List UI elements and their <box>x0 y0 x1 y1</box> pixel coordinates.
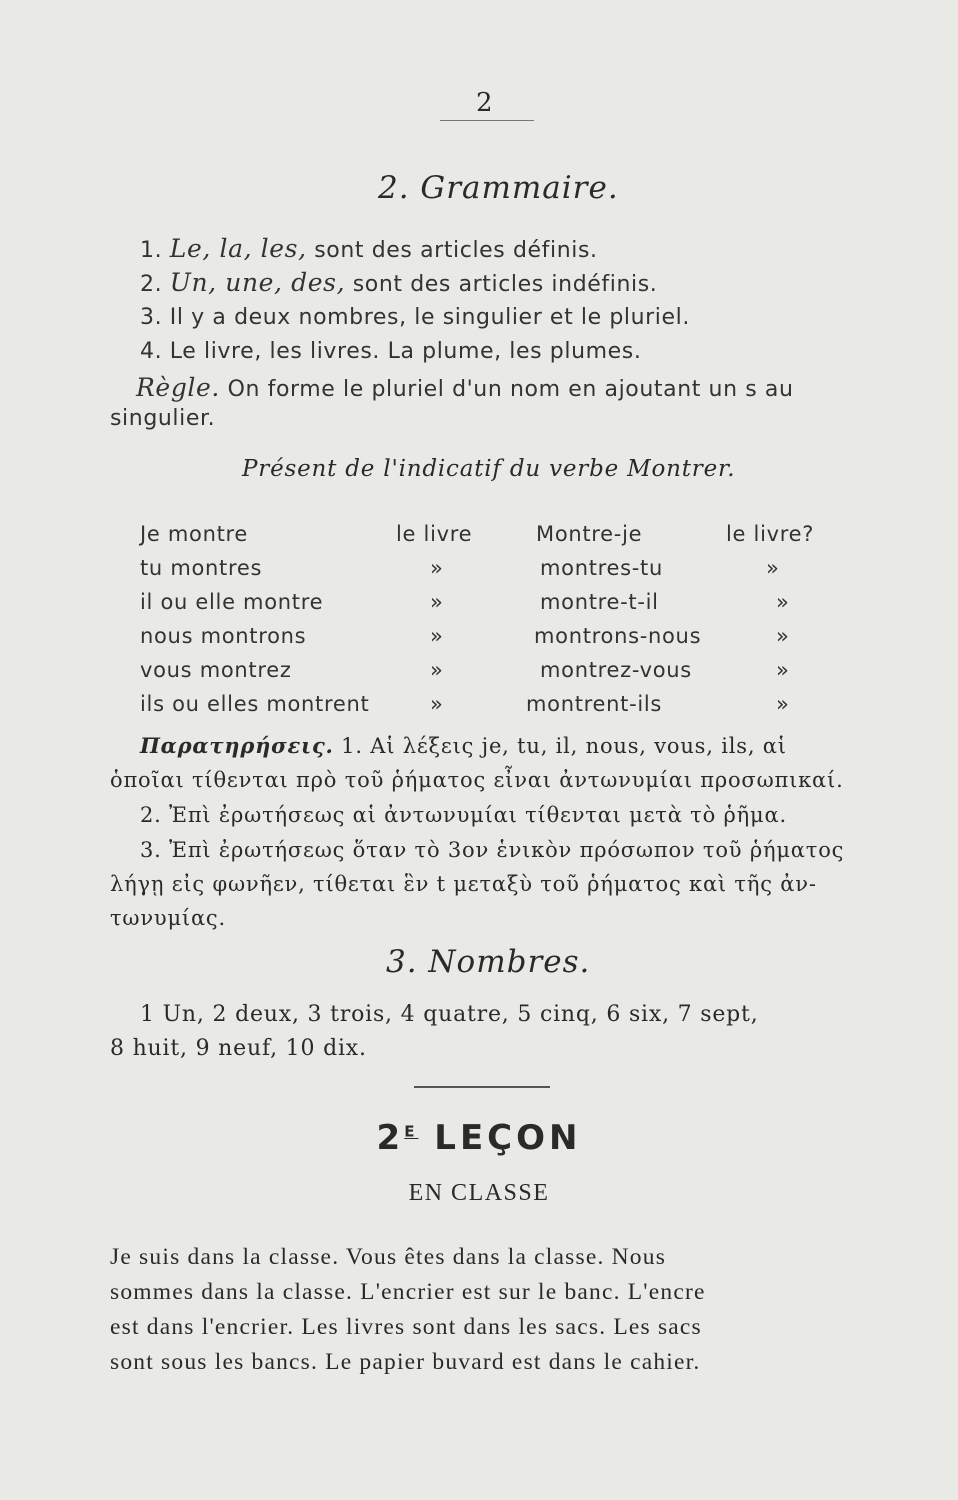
conj-aff: Je montre <box>140 522 249 546</box>
rule-1-text: sont des articles définis. <box>314 238 598 263</box>
conj-question: Montre-je <box>536 522 643 546</box>
rule-text: On forme le pluriel d'un nom en ajoutant un s au <box>227 377 794 402</box>
conjugation-caption: Présent de l'indicatif du verbe Montrer. <box>242 456 736 482</box>
remarks-line-4: 3. Ἐπὶ ἐρωτήσεως ὅταν τὸ 3ον ἑνικὸν πρόσωπον τοῦ ῥήματος <box>140 838 845 862</box>
page-number-rule <box>440 120 534 121</box>
rule-1-number: 1. <box>140 238 163 263</box>
lesson-title <box>0 1118 958 1158</box>
remarks-line-1-text: 1. Αἱ λέξεις je, tu, il, nous, vous, ils, αἱ <box>341 734 787 758</box>
lesson-text-line: est dans l'encrier. Les livres sont dans les sacs. Les sacs <box>110 1314 702 1340</box>
remarks-line-2: ὁποῖαι τίθενται πρὸ τοῦ ῥήματος εἶναι ἀντωνυμίαι προσωπικαί. <box>110 768 844 792</box>
conj-question-obj: » <box>776 624 790 648</box>
conj-question-obj: le livre? <box>726 522 815 546</box>
lesson-text-line: Je suis dans la classe. Vous êtes dans la classe. Nous <box>110 1244 667 1270</box>
lesson-ordinal-suffix: E <box>404 1122 419 1141</box>
numbers-title: 3. Nombres. <box>386 944 591 980</box>
rule-text-continued: singulier. <box>110 406 216 431</box>
lesson-subtitle: EN CLASSE <box>408 1180 550 1206</box>
section-divider <box>414 1086 550 1088</box>
lesson-text-line: sont sous les bancs. Le papier buvard est dans le cahier. <box>110 1349 701 1375</box>
conj-question: montres-tu <box>540 556 664 580</box>
lesson-word: LEÇON <box>434 1118 582 1158</box>
conj-question-obj: » <box>776 692 790 716</box>
rule-1-words: Le, la, les, <box>169 234 307 263</box>
conj-obj: » <box>430 590 444 614</box>
conj-aff: il ou elle montre <box>140 590 324 614</box>
rule-2-words: Un, une, des, <box>169 268 346 297</box>
conj-aff: ils ou elles montrent <box>140 692 370 716</box>
remarks-heading: Παρατηρήσεις. <box>140 733 334 758</box>
conj-question-obj: » <box>766 556 780 580</box>
grammar-rule-2 <box>140 268 657 297</box>
conj-obj: » <box>430 658 444 682</box>
conj-question: montrons-nous <box>534 624 702 648</box>
conj-aff: nous montrons <box>140 624 307 648</box>
grammar-rule-3: 3. Il y a deux nombres, le singulier et le pluriel. <box>140 305 690 330</box>
remarks-line-3: 2. Ἐπὶ ἐρωτήσεως αἱ ἀντωνυμίαι τίθενται μετὰ τὸ ῥῆμα. <box>140 803 787 827</box>
rule-2-text: sont des articles indéfinis. <box>352 272 658 297</box>
conj-aff: vous montrez <box>140 658 292 682</box>
conj-question: montrent-ils <box>526 692 663 716</box>
lesson-number: 2 <box>376 1118 405 1158</box>
numbers-line-2: 8 huit, 9 neuf, 10 dix. <box>110 1036 367 1061</box>
remarks-line-5: λήγῃ εἰς φωνῆεν, τίθεται ἓν t μεταξὺ τοῦ ῥήματος καὶ τῆς ἀν- <box>110 872 817 896</box>
remarks-line-6: τωνυμίας. <box>110 906 226 930</box>
grammar-title: 2. Grammaire. <box>378 170 619 206</box>
conj-obj: » <box>430 624 444 648</box>
page-number: 2 <box>476 88 493 118</box>
rule-label: Règle. <box>136 373 220 402</box>
grammar-rule <box>136 373 794 402</box>
remarks-line-1 <box>140 733 787 758</box>
conj-question: montrez-vous <box>540 658 692 682</box>
conj-question-obj: » <box>776 658 790 682</box>
conj-question-obj: » <box>776 590 790 614</box>
grammar-rule-1 <box>140 234 598 263</box>
numbers-line-1: 1 Un, 2 deux, 3 trois, 4 quatre, 5 cinq, 6 six, 7 sept, <box>140 1002 759 1027</box>
conj-question: montre-t-il <box>540 590 659 614</box>
conj-aff: tu montres <box>140 556 263 580</box>
rule-2-number: 2. <box>140 272 163 297</box>
conj-obj: » <box>430 692 444 716</box>
conj-obj: » <box>430 556 444 580</box>
conj-obj: le livre <box>396 522 473 546</box>
grammar-rule-4: 4. Le livre, les livres. La plume, les plumes. <box>140 339 642 364</box>
lesson-text-line: sommes dans la classe. L'encrier est sur le banc. L'encre <box>110 1279 706 1305</box>
